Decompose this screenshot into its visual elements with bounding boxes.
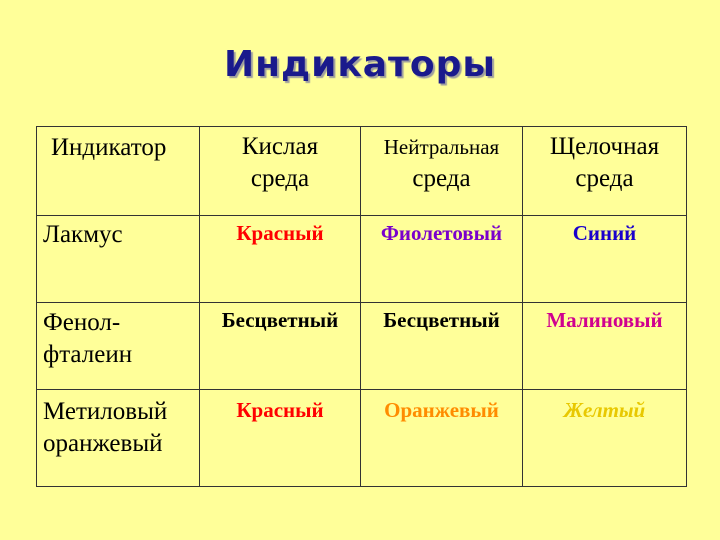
header-cell-acid bbox=[200, 127, 361, 216]
acid-value-cell bbox=[200, 303, 361, 390]
page-title: Индикаторы bbox=[224, 44, 496, 85]
header-cell-neutral bbox=[361, 127, 523, 216]
row-name-line-2: оранжевый bbox=[43, 430, 163, 457]
alkaline-value-cell bbox=[523, 216, 687, 303]
header-acid-line-1: Кислая bbox=[241, 133, 319, 160]
row-name-cell bbox=[37, 303, 200, 390]
header-alkaline-line-1: Щелочная bbox=[549, 133, 660, 160]
row-name-line-1: Метиловый bbox=[43, 398, 168, 425]
row-name-line-1: Фенол- bbox=[43, 309, 121, 336]
header-neutral-line-1: Нейтральная bbox=[383, 135, 500, 159]
alkaline-value-cell bbox=[523, 390, 687, 487]
alkaline-value: Синий bbox=[572, 221, 637, 245]
header-cell-indicator bbox=[37, 127, 200, 216]
acid-value-cell bbox=[200, 216, 361, 303]
header-alkaline-line-2: среда bbox=[575, 165, 634, 192]
table-header-row bbox=[37, 127, 687, 216]
header-acid-line-2: среда bbox=[250, 165, 310, 192]
neutral-value-cell bbox=[361, 390, 523, 487]
table-row-methyl-orange bbox=[37, 390, 687, 487]
row-name-cell bbox=[37, 390, 200, 487]
neutral-value: Оранжевый bbox=[384, 398, 499, 422]
acid-value: Красный bbox=[236, 221, 324, 245]
indicators-table bbox=[36, 126, 687, 487]
header-indicator-label: Индикатор bbox=[51, 134, 167, 161]
table-row-litmus bbox=[37, 216, 687, 303]
neutral-value-cell bbox=[361, 303, 523, 390]
row-name-cell bbox=[37, 216, 200, 303]
table-row-phenolphthalein bbox=[37, 303, 687, 390]
neutral-value-cell bbox=[361, 216, 523, 303]
acid-value: Красный bbox=[236, 398, 324, 422]
alkaline-value: Желтый bbox=[563, 398, 646, 422]
acid-value-cell bbox=[200, 390, 361, 487]
acid-value: Бесцветный bbox=[221, 308, 339, 332]
alkaline-value-cell bbox=[523, 303, 687, 390]
neutral-value: Фиолетовый bbox=[380, 221, 503, 245]
row-name-line-1: Лакмус bbox=[43, 221, 123, 248]
header-neutral-line-2: среда bbox=[412, 165, 471, 192]
neutral-value: Бесцветный bbox=[383, 308, 500, 332]
row-name-line-2: фталеин bbox=[43, 341, 133, 368]
header-cell-alkaline bbox=[523, 127, 687, 216]
alkaline-value: Малиновый bbox=[546, 308, 663, 332]
